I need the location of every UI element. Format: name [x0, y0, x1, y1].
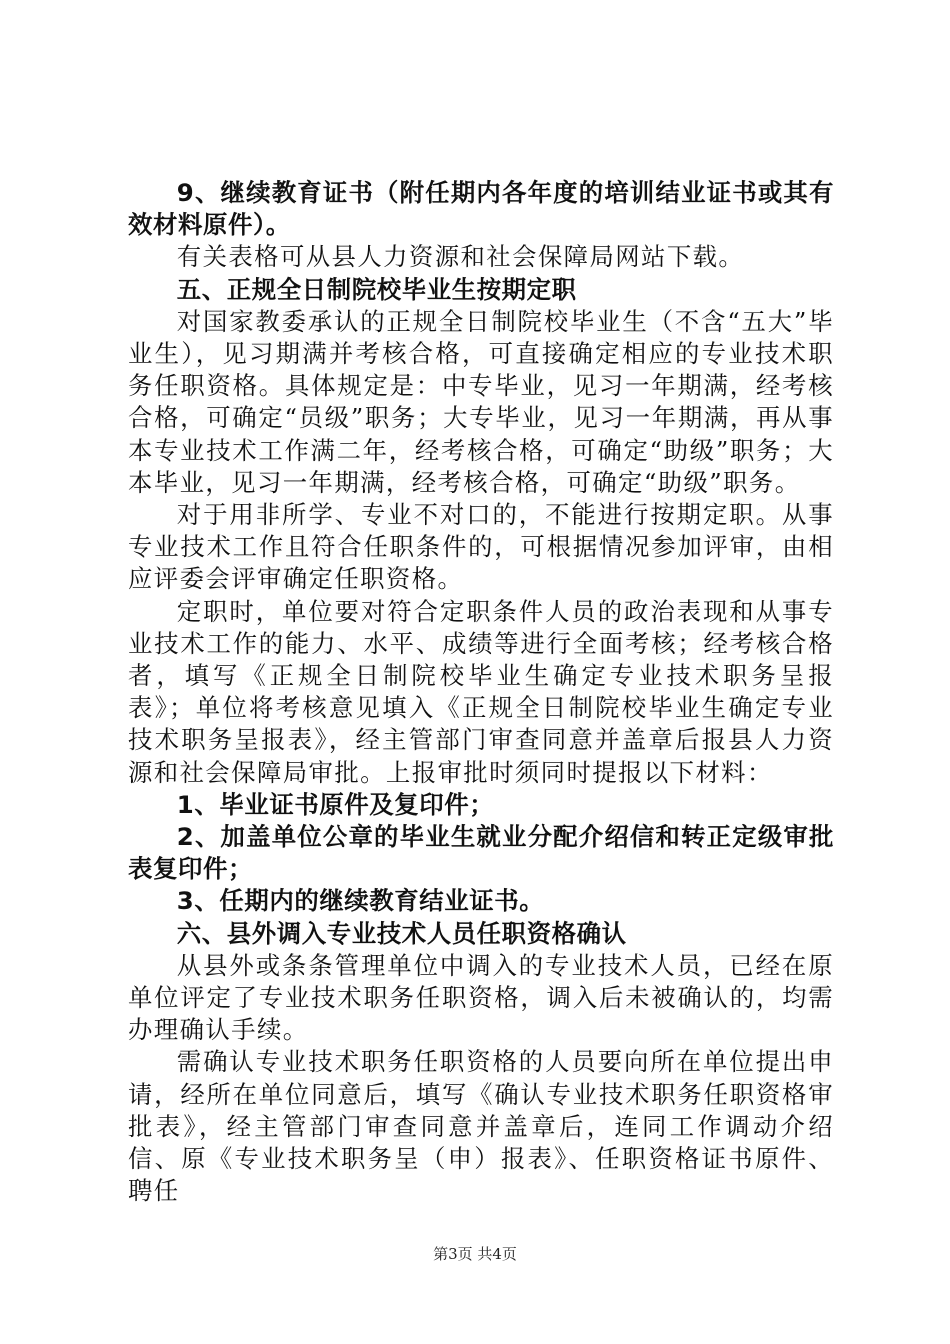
list-item-2: 2、加盖单位公章的毕业生就业分配介绍信和转正定级审批表复印件；: [128, 822, 834, 884]
paragraph-forms-download: 有关表格可从县人力资源和社会保障局网站下载。: [176, 242, 745, 272]
section-heading-5: 五、正规全日制院校毕业生按期定职: [176, 274, 577, 304]
page-number-footer: 第3页 共4页: [433, 1245, 517, 1263]
document-body: [128, 177, 834, 1208]
paragraph-item-9-certificate: 9、继续教育证书（附任期内各年度的培训结业证书或其有效材料原件）。: [128, 178, 834, 240]
list-item-3: 3、任期内的继续教育结业证书。: [176, 886, 545, 916]
list-item-1: 1、毕业证书原件及复印件；: [176, 789, 495, 819]
section-heading-6: 六、县外调入专业技术人员任职资格确认: [176, 918, 627, 948]
paragraph-assessment: 定职时，单位要对符合定职条件人员的政治表现和从事专业技术工作的能力、水平、成绩等进行全面考核；经考核合格者，填写《正规全日制院校毕业生确定专业技术职务呈报表》；单位将考核意见填入《正规全日制院校毕业生确定专业技术职务呈报表》，经主管部门审查同意并盖章后报县人力资源和社会保障局审批。上报审批时须同时提报以下材料：: [128, 596, 834, 787]
paragraph-mismatch: 对于用非所学、专业不对口的，不能进行按期定职。从事专业技术工作且符合任职条件的，可根据情况参加评审，由相应评委会评审确定任职资格。: [128, 500, 834, 594]
paragraph-transfer-in: 从县外或条条管理单位中调入的专业技术人员，已经在原单位评定了专业技术职务任职资格，调入后未被确认的，均需办理确认手续。: [128, 950, 834, 1045]
paragraph-confirmation-procedure: 需确认专业技术职务任职资格的人员要向所在单位提出申请，经所在单位同意后，填写《确认专业技术职务任职资格审批表》，经主管部门审查同意并盖章后，连同工作调动介绍信、原《专业技术职务呈（申）报表》、任职资格证书原件、聘任: [128, 1047, 834, 1206]
paragraph-graduate-rules: 对国家教委承认的正规全日制院校毕业生（不含“五大”毕业生），见习期满并考核合格，可直接确定相应的专业技术职务任职资格。具体规定是：中专毕业，见习一年期满，经考核合格，可确定“员级”职务；大专毕业，见习一年期满，再从事本专业技术工作满二年，经考核合格，可确定“助级”职务；大本毕业，见习一年期满，经考核合格，可确定“助级”职务。: [128, 306, 834, 497]
